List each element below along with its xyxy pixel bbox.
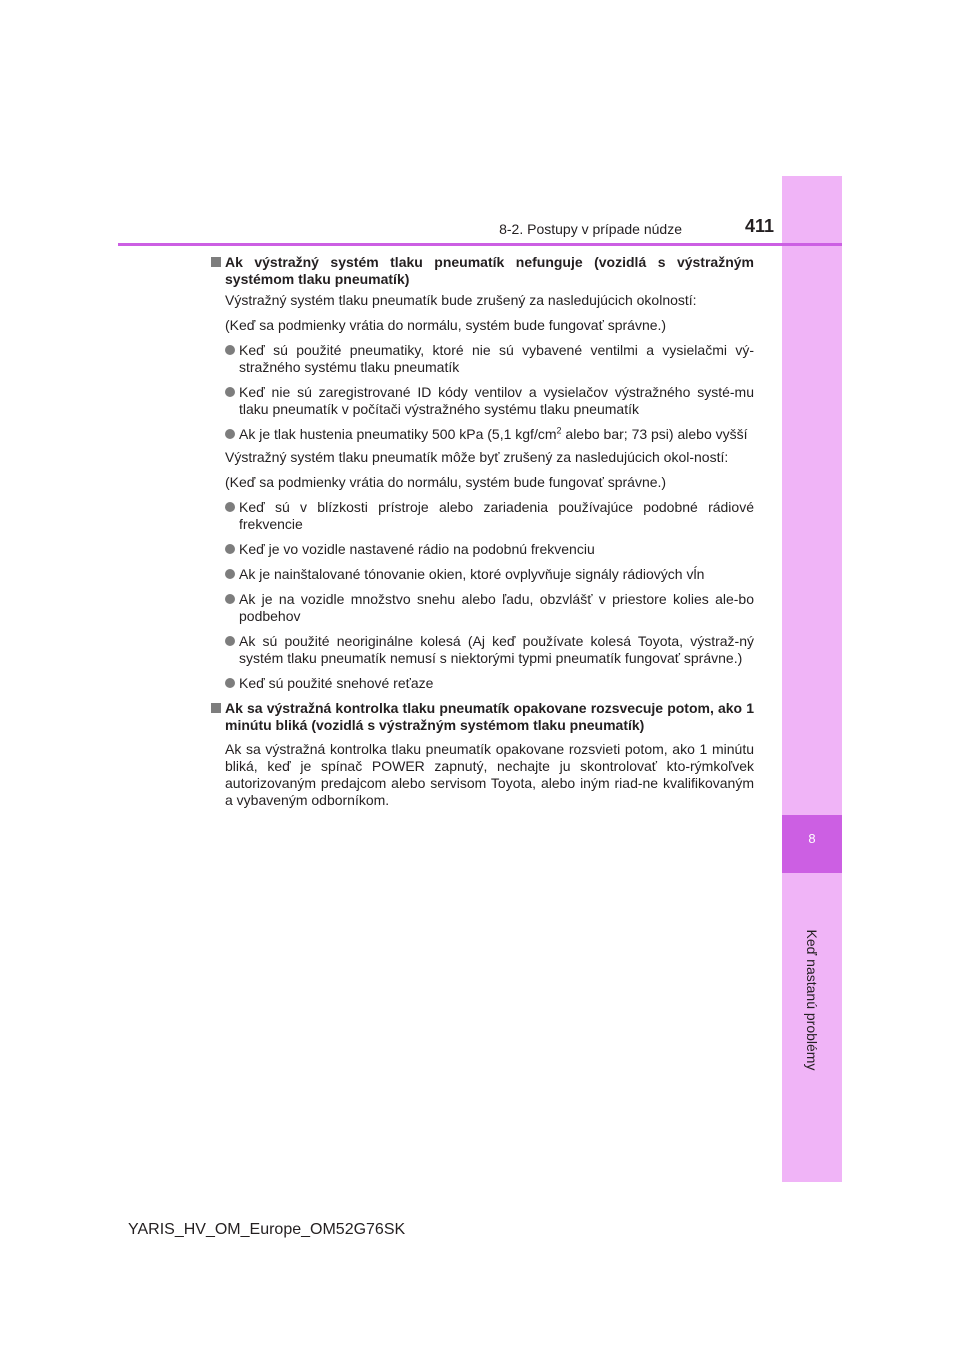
list-item: Keď sú v blízkosti prístroje alebo zariadenia používajúce podobné rádiové frekvencie [211,499,754,533]
round-bullet-icon [225,678,235,688]
list-item: Keď sú použité pneumatiky, ktoré nie sú vybavené ventilmi a vysielačmi vý-stražného systému tlaku pneumatík [211,342,754,376]
round-bullet-icon [225,387,235,397]
list-item: Keď nie sú zaregistrované ID kódy ventilov a vysielačov výstražného systé-mu tlaku pneumatík v počítači výstražného systému tlaku pneumatík [211,384,754,418]
chapter-title-label: Keď nastanú problémy [804,929,820,1071]
chapter-number-tab: 8 [782,815,842,873]
paragraph: (Keď sa podmienky vrátia do normálu, systém bude fungovať správne.) [225,317,667,333]
square-bullet-icon [211,703,221,713]
header-rule [118,243,842,246]
square-bullet-icon [211,257,221,267]
list-item: Ak je nainštalované tónovanie okien, ktoré ovplyvňuje signály rádiových vĺn [211,566,754,583]
round-bullet-icon [225,594,235,604]
paragraph: Výstražný systém tlaku pneumatík bude zrušený za nasledujúcich okolností: [225,292,697,308]
round-bullet-icon [225,502,235,512]
list-item: Ak je na vozidle množstvo snehu alebo ľadu, obzvlášť v priestore kolies ale-bo podbehov [211,591,754,625]
section-heading: Ak sa výstražná kontrolka tlaku pneumatík opakovane rozsvecuje potom, ako 1 minútu bliká (vozidlá s výstražným systémom tlaku pneumatík) [211,700,754,734]
paragraph: (Keď sa podmienky vrátia do normálu, systém bude fungovať správne.) [225,474,667,490]
section-title: 8-2. Postupy v prípade núdze [499,221,682,237]
round-bullet-icon [225,345,235,355]
round-bullet-icon [225,544,235,554]
list-item: Ak je tlak hustenia pneumatiky 500 kPa (5,1 kgf/$cm^2$ alebo bar; 73 psi) alebo vyšší [211,426,754,443]
section-heading: Ak výstražný systém tlaku pneumatík nefunguje (vozidlá s výstražným systémom tlaku pneumatík) [211,254,754,288]
page-number: 411 [744,216,774,236]
document-code: YARIS_HV_OM_Europe_OM52G76SK [128,1221,406,1238]
round-bullet-icon [225,636,235,646]
page-content [211,254,754,809]
round-bullet-icon [225,569,235,579]
list-item: Keď je vo vozidle nastavené rádio na podobnú frekvenciu [211,541,754,558]
list-item: Ak sú použité neoriginálne kolesá (Aj keď používate kolesá Toyota, výstraž-ný systém tlaku pneumatík nemusí s niektorými typmi pneumatík fungovať správne.) [211,633,754,667]
paragraph: Ak sa výstražná kontrolka tlaku pneumatík opakovane rozsvieti potom, ako 1 minútu bliká, keď je spínač POWER zapnutý, nechajte ju skontrolovať kto-rýmkoľvek autorizovaným predajcom alebo servisom Toyota, alebo iným riad-ne kvalifikovaným a vybaveným odborníkom. [225,741,754,808]
round-bullet-icon [225,429,235,439]
list-item: Keď sú použité snehové reťaze [211,675,754,692]
paragraph: Výstražný systém tlaku pneumatík môže byť zrušený za nasledujúcich okol-ností: [225,449,729,465]
